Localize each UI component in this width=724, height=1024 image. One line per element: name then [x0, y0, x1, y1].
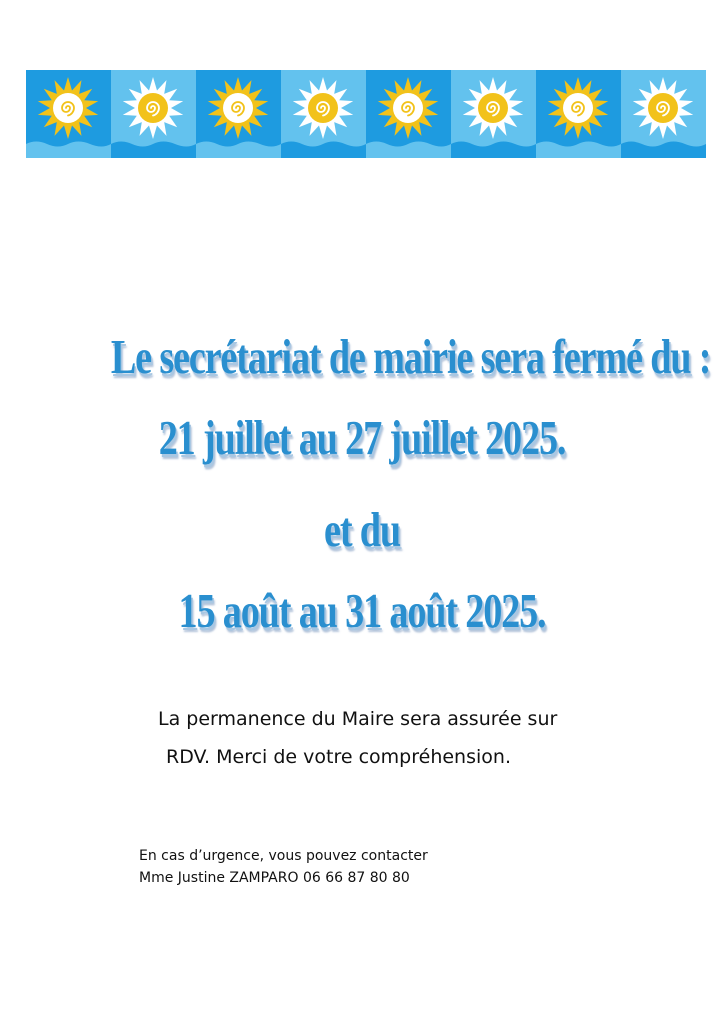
sun-tile [536, 70, 621, 158]
sun-icon [621, 70, 706, 158]
sun-icon [366, 70, 451, 158]
sun-banner [26, 70, 706, 158]
sun-tile [196, 70, 281, 158]
sun-tile [111, 70, 196, 158]
sun-icon [536, 70, 621, 158]
notice-line-2: RDV. Merci de votre compréhension. [166, 746, 511, 768]
sun-icon [111, 70, 196, 158]
contact-line-2: Mme Justine ZAMPARO 06 66 87 80 80 [139, 870, 410, 886]
sun-icon [281, 70, 366, 158]
sun-tile [366, 70, 451, 158]
sun-icon [26, 70, 111, 158]
sun-icon [451, 70, 536, 158]
closure-period-2: 15 août au 31 août 2025. [178, 583, 546, 638]
sun-icon [196, 70, 281, 158]
sun-tile [281, 70, 366, 158]
sun-tile [26, 70, 111, 158]
closure-period-1: 21 juillet au 27 juillet 2025. [158, 410, 566, 465]
notice-line-1: La permanence du Maire sera assurée sur [158, 708, 558, 730]
sun-tile [621, 70, 706, 158]
closure-heading: Le secrétariat de mairie sera fermé du : [110, 329, 711, 384]
closure-connector: et du [324, 502, 400, 557]
sun-tile [451, 70, 536, 158]
contact-line-1: En cas d’urgence, vous pouvez contacter [139, 848, 428, 864]
